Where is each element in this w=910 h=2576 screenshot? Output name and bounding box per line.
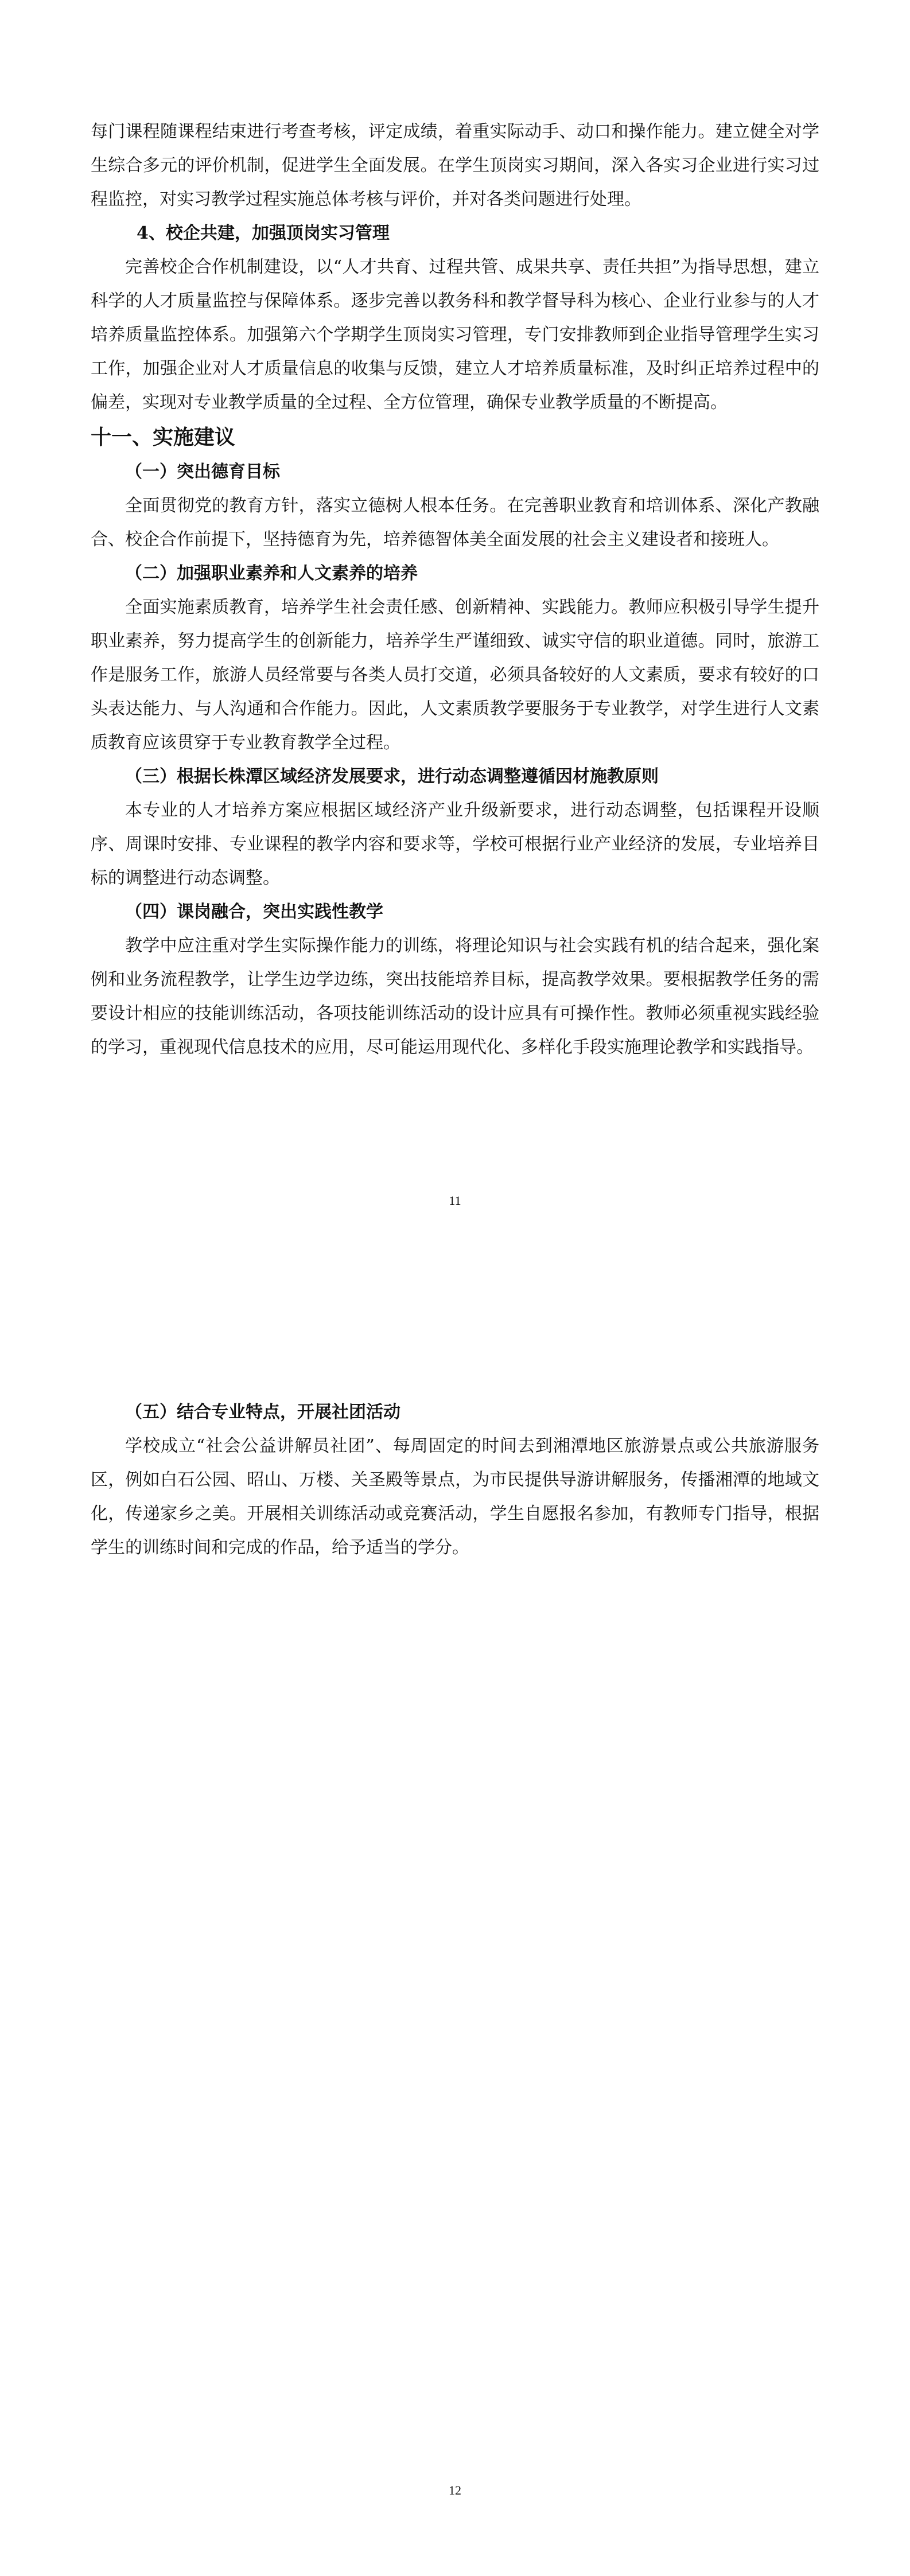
paragraph-professional-literacy: 全面实施素质教育，培养学生社会责任感、创新精神、实践能力。教师应积极引导学生提升职业素养，努力提高学生的创新能力，培养学生严谨细致、诚实守信的职业道德。同时，旅游工作是服务工作，旅游人员经常要与各类人员打交道，必须具备较好的人文素质，要求有较好的口头表达能力、与人沟通和合作能力。因此，人文素质教学要服务于专业教学，对学生进行人文素质教育应该贯穿于专业教育教学全过程。 [91,597,819,753]
paragraph-moral-education: 全面贯彻党的教育方针，落实立德树人根本任务。在完善职业教育和培训体系、深化产教融合、校企合作前提下，坚持德育为先，培养德智体美全面发展的社会主义建设者和接班人。 [91,496,819,550]
subheading-moral-education: （一）突出德育目标 [125,462,280,482]
paragraph-club-activities: 学校成立“社会公益讲解员社团”、每周固定的时间去到湘潭地区旅游景点或公共旅游服务区，例如白石公园、昭山、万楼、关圣殿等景点，为市民提供导游讲解服务，传播湘潭的地域文化，传递家乡之美。开展相关训练活动或竞赛活动，学生自愿报名参加，有教师专门指导，根据学生的训练时间和完成的作品，给予适当的学分。 [91,1436,819,1558]
subheading-practical-teaching: （四）课岗融合，突出实践性教学 [125,902,383,922]
page-number: 12 [449,2483,461,2497]
page-number: 11 [449,1193,461,1208]
subheading-club-activities: （五）结合专业特点，开展社团活动 [125,1402,400,1422]
paragraph-assessment: 每门课程随课程结束进行考查考核，评定成绩，着重实际动手、动口和操作能力。建立健全对学生综合多元的评价机制，促进学生全面发展。在学生顶岗实习期间，深入各实习企业进行实习过程监控，对实习教学过程实施总体考核与评价，并对各类问题进行处理。 [91,122,819,209]
heading-school-enterprise: 4、校企共建，加强顶岗实习管理 [137,223,390,243]
document-page-12 [0,1288,910,2576]
paragraph-dynamic-adjustment: 本专业的人才培养方案应根据区域经济产业升级新要求，进行动态调整，包括课程开设顺序、周课时安排、专业课程的教学内容和要求等，学校可根据行业产业经济的发展，专业培养目标的调整进行动态调整。 [91,800,819,888]
subheading-professional-literacy: （二）加强职业素养和人文素养的培养 [125,563,418,583]
page-body [91,1395,819,1565]
section-heading-implementation: 十一、实施建议 [91,425,236,449]
page-body [91,115,819,1064]
paragraph-school-enterprise: 完善校企合作机制建设，以“人才共育、过程共管、成果共享、责任共担”为指导思想，建立科学的人才质量监控与保障体系。逐步完善以教务科和教学督导科为核心、企业行业参与的人才培养质量监控体系。加强第六个学期学生顶岗实习管理，专门安排教师到企业指导管理学生实习工作，加强企业对人才质量信息的收集与反馈，建立人才培养质量标准，及时纠正培养过程中的偏差，实现对专业教学质量的全过程、全方位管理，确保专业教学质量的不断提高。 [91,257,819,413]
subheading-dynamic-adjustment: （三）根据长株潭区域经济发展要求，进行动态调整遵循因材施教原则 [125,766,659,787]
paragraph-practical-teaching: 教学中应注重对学生实际操作能力的训练，将理论知识与社会实践有机的结合起来，强化案例和业务流程教学，让学生边学边练，突出技能培养目标，提高教学效果。要根据教学任务的需要设计相应的技能训练活动，各项技能训练活动的设计应具有可操作性。教师必须重视实践经验的学习，重视现代信息技术的应用，尽可能运用现代化、多样化手段实施理论教学和实践指导。 [91,936,819,1057]
